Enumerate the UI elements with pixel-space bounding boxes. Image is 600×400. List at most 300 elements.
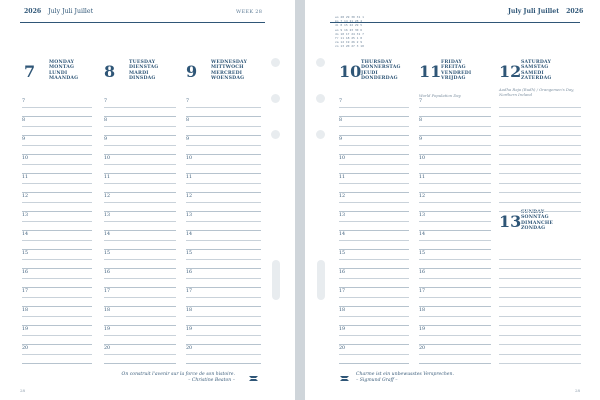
half-hour-rule [419, 164, 491, 165]
hour-rule [499, 211, 581, 212]
day-name: TUESDAY [129, 60, 156, 65]
hour-rule [419, 249, 491, 250]
half-hour-rule [186, 126, 261, 127]
holiday-note: World Population Day [419, 93, 461, 98]
day-name: DONDERDAG [361, 76, 398, 82]
hour-label: 13 [419, 213, 426, 218]
day-name: SATURDAY [521, 60, 552, 65]
half-hour-rule [22, 202, 92, 203]
hour-rule [419, 325, 491, 326]
day-name: JEUDI [361, 70, 378, 76]
day-name: FRIDAY [441, 60, 463, 65]
hour-rule [104, 173, 176, 174]
hour-rule [22, 192, 92, 193]
hour-rule [419, 116, 491, 117]
mini-calendar [335, 15, 364, 49]
hour-label: 17 [419, 289, 426, 294]
half-hour-rule [499, 126, 581, 127]
hour-rule [339, 135, 409, 136]
hour-rule [499, 363, 581, 364]
half-hour-rule [22, 278, 92, 279]
hour-rule [499, 154, 581, 155]
hour-label: 7 [22, 99, 26, 104]
half-hour-rule [419, 240, 491, 241]
punch-slot [317, 260, 325, 300]
half-hour-rule [339, 164, 409, 165]
hour-label: 10 [22, 156, 29, 161]
half-hour-rule [104, 126, 176, 127]
punch-slot [272, 260, 280, 300]
hour-rule [419, 135, 491, 136]
half-hour-rule [339, 278, 409, 279]
half-hour-rule [339, 107, 409, 108]
hour-rule [339, 363, 409, 364]
mini-calendar-row: wo 9 16 23 30 6 [335, 27, 363, 32]
hour-label: 20 [186, 346, 193, 351]
hour-rule [186, 192, 261, 193]
hour-rule [22, 325, 92, 326]
half-hour-rule [104, 335, 176, 336]
hour-rule [186, 135, 261, 136]
day-name: MITTWOCH [211, 65, 244, 71]
hour-rule [339, 325, 409, 326]
day-number: 10 [339, 62, 362, 81]
day-names [441, 60, 471, 82]
day-name: MONDAY [49, 60, 75, 65]
hour-label: 13 [104, 213, 111, 218]
hour-label: 10 [419, 156, 426, 161]
hour-label: 19 [186, 327, 193, 332]
half-hour-rule [499, 316, 581, 317]
half-hour-rule [186, 107, 261, 108]
half-hour-rule [186, 221, 261, 222]
hour-rule [104, 306, 176, 307]
hour-label: 10 [339, 156, 346, 161]
day-name: DIMANCHE [521, 220, 554, 226]
half-hour-rule [499, 202, 581, 203]
hour-rule [499, 116, 581, 117]
hour-rule [339, 192, 409, 193]
day-names [521, 60, 551, 82]
day-name: MERCREDI [211, 70, 243, 76]
half-hour-rule [339, 202, 409, 203]
half-hour-rule [104, 221, 176, 222]
hour-rule [22, 268, 92, 269]
hour-label: 15 [186, 251, 193, 256]
half-hour-rule [186, 354, 261, 355]
hour-label: 7 [419, 99, 423, 104]
hour-label: 16 [186, 270, 193, 275]
day-number: 13 [499, 212, 522, 231]
half-hour-rule [186, 202, 261, 203]
hour-rule [22, 116, 92, 117]
hour-label: 13 [339, 213, 346, 218]
half-hour-rule [499, 259, 581, 260]
hour-label: 14 [104, 232, 111, 237]
hour-rule [104, 116, 176, 117]
hour-label: 16 [339, 270, 346, 275]
half-hour-rule [186, 297, 261, 298]
half-hour-rule [419, 183, 491, 184]
half-hour-rule [419, 335, 491, 336]
hour-label: 11 [339, 175, 346, 180]
half-hour-rule [499, 183, 581, 184]
day-name: WOENSDAG [211, 76, 245, 82]
left-header-rule [20, 22, 265, 23]
day-name: DIENSTAG [129, 65, 159, 71]
hour-rule [104, 325, 176, 326]
right-year: 2026 [566, 8, 584, 15]
hour-rule [104, 135, 176, 136]
hour-label: 14 [339, 232, 346, 237]
half-hour-rule [104, 354, 176, 355]
hour-label: 11 [419, 175, 426, 180]
right-quote [356, 372, 486, 384]
hour-label: 14 [186, 232, 193, 237]
half-hour-rule [22, 183, 92, 184]
left-year: 2026 [24, 8, 42, 15]
half-hour-rule [499, 335, 581, 336]
day-name: FREITAG [441, 65, 466, 71]
half-hour-rule [419, 145, 491, 146]
hour-rule [22, 287, 92, 288]
hour-rule [419, 230, 491, 231]
hour-label: 13 [22, 213, 29, 218]
half-hour-rule [22, 259, 92, 260]
hour-rule [339, 230, 409, 231]
day-name: SAMSTAG [521, 65, 549, 71]
day-name: THURSDAY [361, 60, 393, 65]
right-month-names: July Juli Juillet [508, 8, 560, 15]
half-hour-rule [22, 335, 92, 336]
hour-label: 15 [339, 251, 346, 256]
day-name: DINSDAG [129, 76, 156, 82]
hour-rule [186, 306, 261, 307]
hour-label: 16 [104, 270, 111, 275]
hour-label: 14 [22, 232, 29, 237]
hour-rule [499, 344, 581, 345]
hour-rule [419, 363, 491, 364]
hour-rule [339, 268, 409, 269]
mini-calendar-row: wo 28 29 30 31 1 [335, 15, 364, 19]
hour-label: 19 [339, 327, 346, 332]
hour-label: 17 [22, 289, 29, 294]
hour-rule [499, 306, 581, 307]
page-gutter [295, 0, 305, 400]
half-hour-rule [22, 240, 92, 241]
hour-label: 11 [104, 175, 111, 180]
hour-label: 20 [339, 346, 346, 351]
week-label: WEEK 28 [236, 9, 263, 15]
hour-rule [339, 116, 409, 117]
hour-label: 18 [339, 308, 346, 313]
day-number: 9 [186, 62, 198, 81]
punch-hole [316, 130, 325, 139]
half-hour-rule [186, 259, 261, 260]
hour-rule [419, 211, 491, 212]
half-hour-rule [419, 259, 491, 260]
half-hour-rule [499, 145, 581, 146]
day-names [129, 60, 158, 82]
half-hour-rule [186, 164, 261, 165]
hour-rule [499, 135, 581, 136]
hour-rule [186, 287, 261, 288]
hour-rule [186, 173, 261, 174]
day-name: ZONDAG [521, 226, 546, 232]
left-page-number: 28 [20, 388, 26, 393]
hour-label: 18 [186, 308, 193, 313]
hour-rule [104, 268, 176, 269]
punch-hole [271, 58, 280, 67]
half-hour-rule [499, 107, 581, 108]
half-hour-rule [419, 354, 491, 355]
hour-rule [186, 363, 261, 364]
half-hour-rule [339, 240, 409, 241]
right-header-rule [330, 22, 580, 23]
half-hour-rule [22, 316, 92, 317]
mini-calendar-row: fr 11 18 25 1 8 [335, 36, 363, 41]
half-hour-rule [419, 221, 491, 222]
hour-label: 11 [22, 175, 29, 180]
half-hour-rule [104, 183, 176, 184]
hour-rule [419, 192, 491, 193]
day-number: 7 [24, 62, 36, 81]
hour-rule [339, 306, 409, 307]
hour-rule [22, 135, 92, 136]
right-page-number: 28 [575, 388, 581, 393]
hour-rule [499, 325, 581, 326]
hour-label: 8 [22, 118, 26, 123]
left-month-names: July Juli Juillet [48, 8, 94, 15]
half-hour-rule [104, 164, 176, 165]
half-hour-rule [419, 202, 491, 203]
day-number: 11 [419, 62, 442, 81]
hour-label: 12 [339, 194, 346, 199]
hour-rule [22, 230, 92, 231]
hour-label: 9 [104, 137, 108, 142]
day-name: SUNDAY [521, 210, 545, 215]
hour-label: 18 [419, 308, 426, 313]
day-names [49, 60, 78, 82]
hour-rule [499, 192, 581, 193]
hour-label: 19 [22, 327, 29, 332]
day-name: DONNERSTAG [361, 65, 401, 71]
half-hour-rule [419, 316, 491, 317]
half-hour-rule [22, 221, 92, 222]
hour-rule [22, 344, 92, 345]
hour-label: 10 [104, 156, 111, 161]
half-hour-rule [186, 335, 261, 336]
hour-rule [339, 173, 409, 174]
hour-label: 19 [419, 327, 426, 332]
hour-label: 16 [419, 270, 426, 275]
half-hour-rule [339, 316, 409, 317]
hour-label: 7 [104, 99, 108, 104]
half-hour-rule [22, 145, 92, 146]
hour-rule [104, 344, 176, 345]
day-name: MONTAG [49, 65, 75, 71]
mini-calendar-row: mo 7 14 21 28 4 [335, 19, 363, 24]
half-hour-rule [104, 240, 176, 241]
half-hour-rule [186, 278, 261, 279]
hour-rule [419, 173, 491, 174]
hour-rule [104, 154, 176, 155]
hour-label: 9 [186, 137, 190, 142]
hour-rule [104, 211, 176, 212]
hour-label: 8 [339, 118, 343, 123]
hour-rule [499, 268, 581, 269]
hour-rule [339, 249, 409, 250]
hour-label: 20 [419, 346, 426, 351]
day-names [211, 60, 247, 82]
half-hour-rule [104, 316, 176, 317]
half-hour-rule [22, 164, 92, 165]
punch-hole [316, 58, 325, 67]
day-number: 12 [499, 62, 522, 81]
hour-rule [104, 249, 176, 250]
day-name: MARDI [129, 70, 149, 76]
hour-label: 7 [186, 99, 190, 104]
punch-hole [316, 94, 325, 103]
day-name: VRIJDAG [441, 76, 466, 82]
mini-calendar-row: za 12 19 26 2 9 [335, 40, 363, 45]
mini-calendar-row: do 10 17 24 31 7 [335, 31, 364, 36]
hour-label: 17 [104, 289, 111, 294]
punch-hole [271, 94, 280, 103]
half-hour-rule [499, 297, 581, 298]
hour-label: 12 [104, 194, 111, 199]
hour-label: 8 [419, 118, 423, 123]
half-hour-rule [339, 145, 409, 146]
hour-label: 15 [419, 251, 426, 256]
hour-rule [104, 363, 176, 364]
half-hour-rule [104, 202, 176, 203]
half-hour-rule [419, 297, 491, 298]
hour-rule [22, 173, 92, 174]
hour-rule [419, 344, 491, 345]
half-hour-rule [22, 297, 92, 298]
quote-author: – Christine Beaton – [188, 378, 235, 383]
half-hour-rule [104, 297, 176, 298]
half-hour-rule [419, 278, 491, 279]
left-quote [110, 372, 235, 384]
half-hour-rule [339, 297, 409, 298]
hour-rule [22, 154, 92, 155]
half-hour-rule [339, 354, 409, 355]
quote-author: – Sigmund Graff – [356, 378, 398, 383]
half-hour-rule [104, 259, 176, 260]
half-hour-rule [499, 278, 581, 279]
hour-rule [499, 173, 581, 174]
hour-label: 10 [186, 156, 193, 161]
hour-label: 18 [22, 308, 29, 313]
quote-text: On construit l'avenir sur la force de son histoire. [121, 372, 235, 377]
hour-rule [339, 154, 409, 155]
hour-rule [186, 211, 261, 212]
day-name: ZATERDAG [521, 76, 552, 82]
day-name: SONNTAG [521, 215, 549, 221]
hour-rule [186, 344, 261, 345]
day-name: WEDNESDAY [211, 60, 248, 65]
half-hour-rule [339, 183, 409, 184]
hour-label: 17 [339, 289, 346, 294]
hour-rule [186, 268, 261, 269]
hour-rule [339, 287, 409, 288]
half-hour-rule [22, 126, 92, 127]
half-hour-rule [186, 316, 261, 317]
hour-label: 12 [186, 194, 193, 199]
hour-label: 12 [419, 194, 426, 199]
punch-hole [271, 130, 280, 139]
half-hour-rule [22, 107, 92, 108]
hour-rule [186, 230, 261, 231]
hour-rule [419, 154, 491, 155]
hour-label: 9 [339, 137, 343, 142]
left-page [0, 0, 295, 400]
half-hour-rule [339, 126, 409, 127]
hour-label: 8 [186, 118, 190, 123]
hour-label: 14 [419, 232, 426, 237]
day-name: LUNDI [49, 70, 68, 76]
hour-rule [419, 306, 491, 307]
hour-rule [22, 363, 92, 364]
hour-label: 16 [22, 270, 29, 275]
day-names [521, 210, 553, 232]
hour-rule [186, 249, 261, 250]
half-hour-rule [22, 354, 92, 355]
hour-label: 19 [104, 327, 111, 332]
half-hour-rule [419, 126, 491, 127]
mini-calendar-row: di 8 15 22 29 5 [335, 23, 363, 28]
hour-rule [186, 325, 261, 326]
quote-text: Charme ist ein unbewusstes Versprechen. [356, 372, 454, 377]
half-hour-rule [104, 278, 176, 279]
hour-label: 13 [186, 213, 193, 218]
right-header [508, 8, 588, 15]
hour-label: 17 [186, 289, 193, 294]
hour-label: 15 [22, 251, 29, 256]
hour-rule [104, 287, 176, 288]
half-hour-rule [186, 240, 261, 241]
half-hour-rule [104, 107, 176, 108]
hour-label: 7 [339, 99, 343, 104]
day-number: 8 [104, 62, 116, 81]
holiday-note: Aodha Raja (Rudh) / Orangemen's Day, Northern Ireland [499, 87, 575, 97]
half-hour-rule [104, 145, 176, 146]
hour-rule [22, 211, 92, 212]
hour-rule [186, 116, 261, 117]
hour-rule [339, 211, 409, 212]
day-names [361, 60, 401, 82]
mini-calendar-row: zo 13 20 27 3 10 [335, 44, 364, 49]
left-header [24, 8, 93, 15]
brand-logo-icon [339, 374, 350, 383]
hour-rule [22, 306, 92, 307]
half-hour-rule [499, 164, 581, 165]
hour-rule [419, 268, 491, 269]
hour-label: 9 [419, 137, 423, 142]
hour-label: 15 [104, 251, 111, 256]
hour-rule [22, 249, 92, 250]
half-hour-rule [499, 354, 581, 355]
hour-rule [104, 192, 176, 193]
hour-label: 9 [22, 137, 26, 142]
hour-rule [186, 154, 261, 155]
half-hour-rule [339, 335, 409, 336]
day-name: MAANDAG [49, 76, 79, 82]
hour-rule [419, 287, 491, 288]
hour-rule [339, 344, 409, 345]
